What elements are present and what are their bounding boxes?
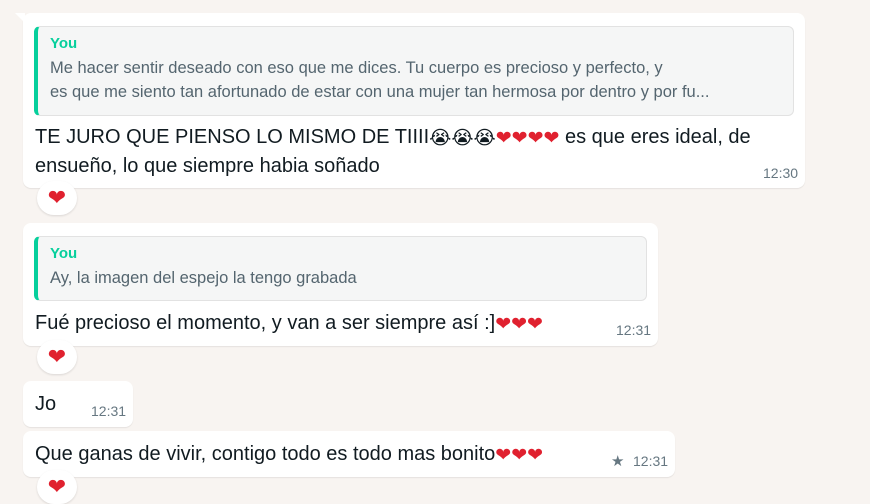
bubble-tail	[15, 13, 25, 23]
message-text	[35, 440, 543, 469]
message-bubble-1[interactable]	[23, 13, 805, 188]
message-text: Jo	[35, 393, 57, 415]
star-icon: ★	[611, 453, 625, 470]
message-time: 12:31	[616, 322, 652, 338]
quoted-message[interactable]	[34, 26, 794, 116]
hearts-emoji: ❤❤❤	[495, 314, 543, 335]
message-text-part-1: Fué precioso el momento, y van a ser siempre así :]	[35, 312, 496, 334]
message-text	[35, 309, 543, 338]
quote-text-line-1: Me hacer sentir deseado con eso que me dices. Tu cuerpo es precioso y perfecto, y	[50, 59, 663, 77]
message-bubble-2[interactable]	[23, 223, 658, 346]
quote-text-line-1: Ay, la imagen del espejo la tengo grabada	[50, 269, 357, 287]
quoted-message[interactable]	[34, 236, 647, 301]
message-time: 12:31	[91, 403, 127, 419]
message-bubble-4[interactable]	[23, 431, 675, 477]
crying-emoji: 😭😭😭	[429, 128, 496, 149]
hearts-emoji: ❤❤❤❤	[495, 128, 560, 149]
message-text	[35, 123, 805, 181]
message-time: 12:30	[763, 165, 799, 181]
message-text-line-2: ensueño, lo que siempre habia soñado	[35, 155, 380, 177]
heart-reaction-icon: ❤	[47, 344, 67, 369]
message-bubble-3[interactable]	[23, 381, 133, 427]
quote-author: You	[50, 35, 78, 52]
message-text-part-1: Que ganas de vivir, contigo todo es todo mas bonito	[35, 443, 496, 465]
message-text-part-2: es que eres ideal, de	[559, 126, 751, 148]
heart-reaction-icon: ❤	[47, 185, 67, 210]
quote-author: You	[50, 245, 78, 262]
reaction-badge-4[interactable]	[37, 470, 77, 504]
reaction-badge-2[interactable]	[37, 340, 77, 374]
message-text-part-1: TE JURO QUE PIENSO LO MISMO DE TIIII	[35, 126, 430, 148]
reaction-badge-1[interactable]	[37, 181, 77, 215]
message-time: 12:31	[633, 453, 669, 469]
heart-reaction-icon: ❤	[47, 474, 67, 499]
quote-text-line-2: es que me siento tan afortunado de estar con una mujer tan hermosa por dentro y por fu...	[50, 83, 710, 101]
hearts-emoji: ❤❤❤	[495, 445, 544, 466]
